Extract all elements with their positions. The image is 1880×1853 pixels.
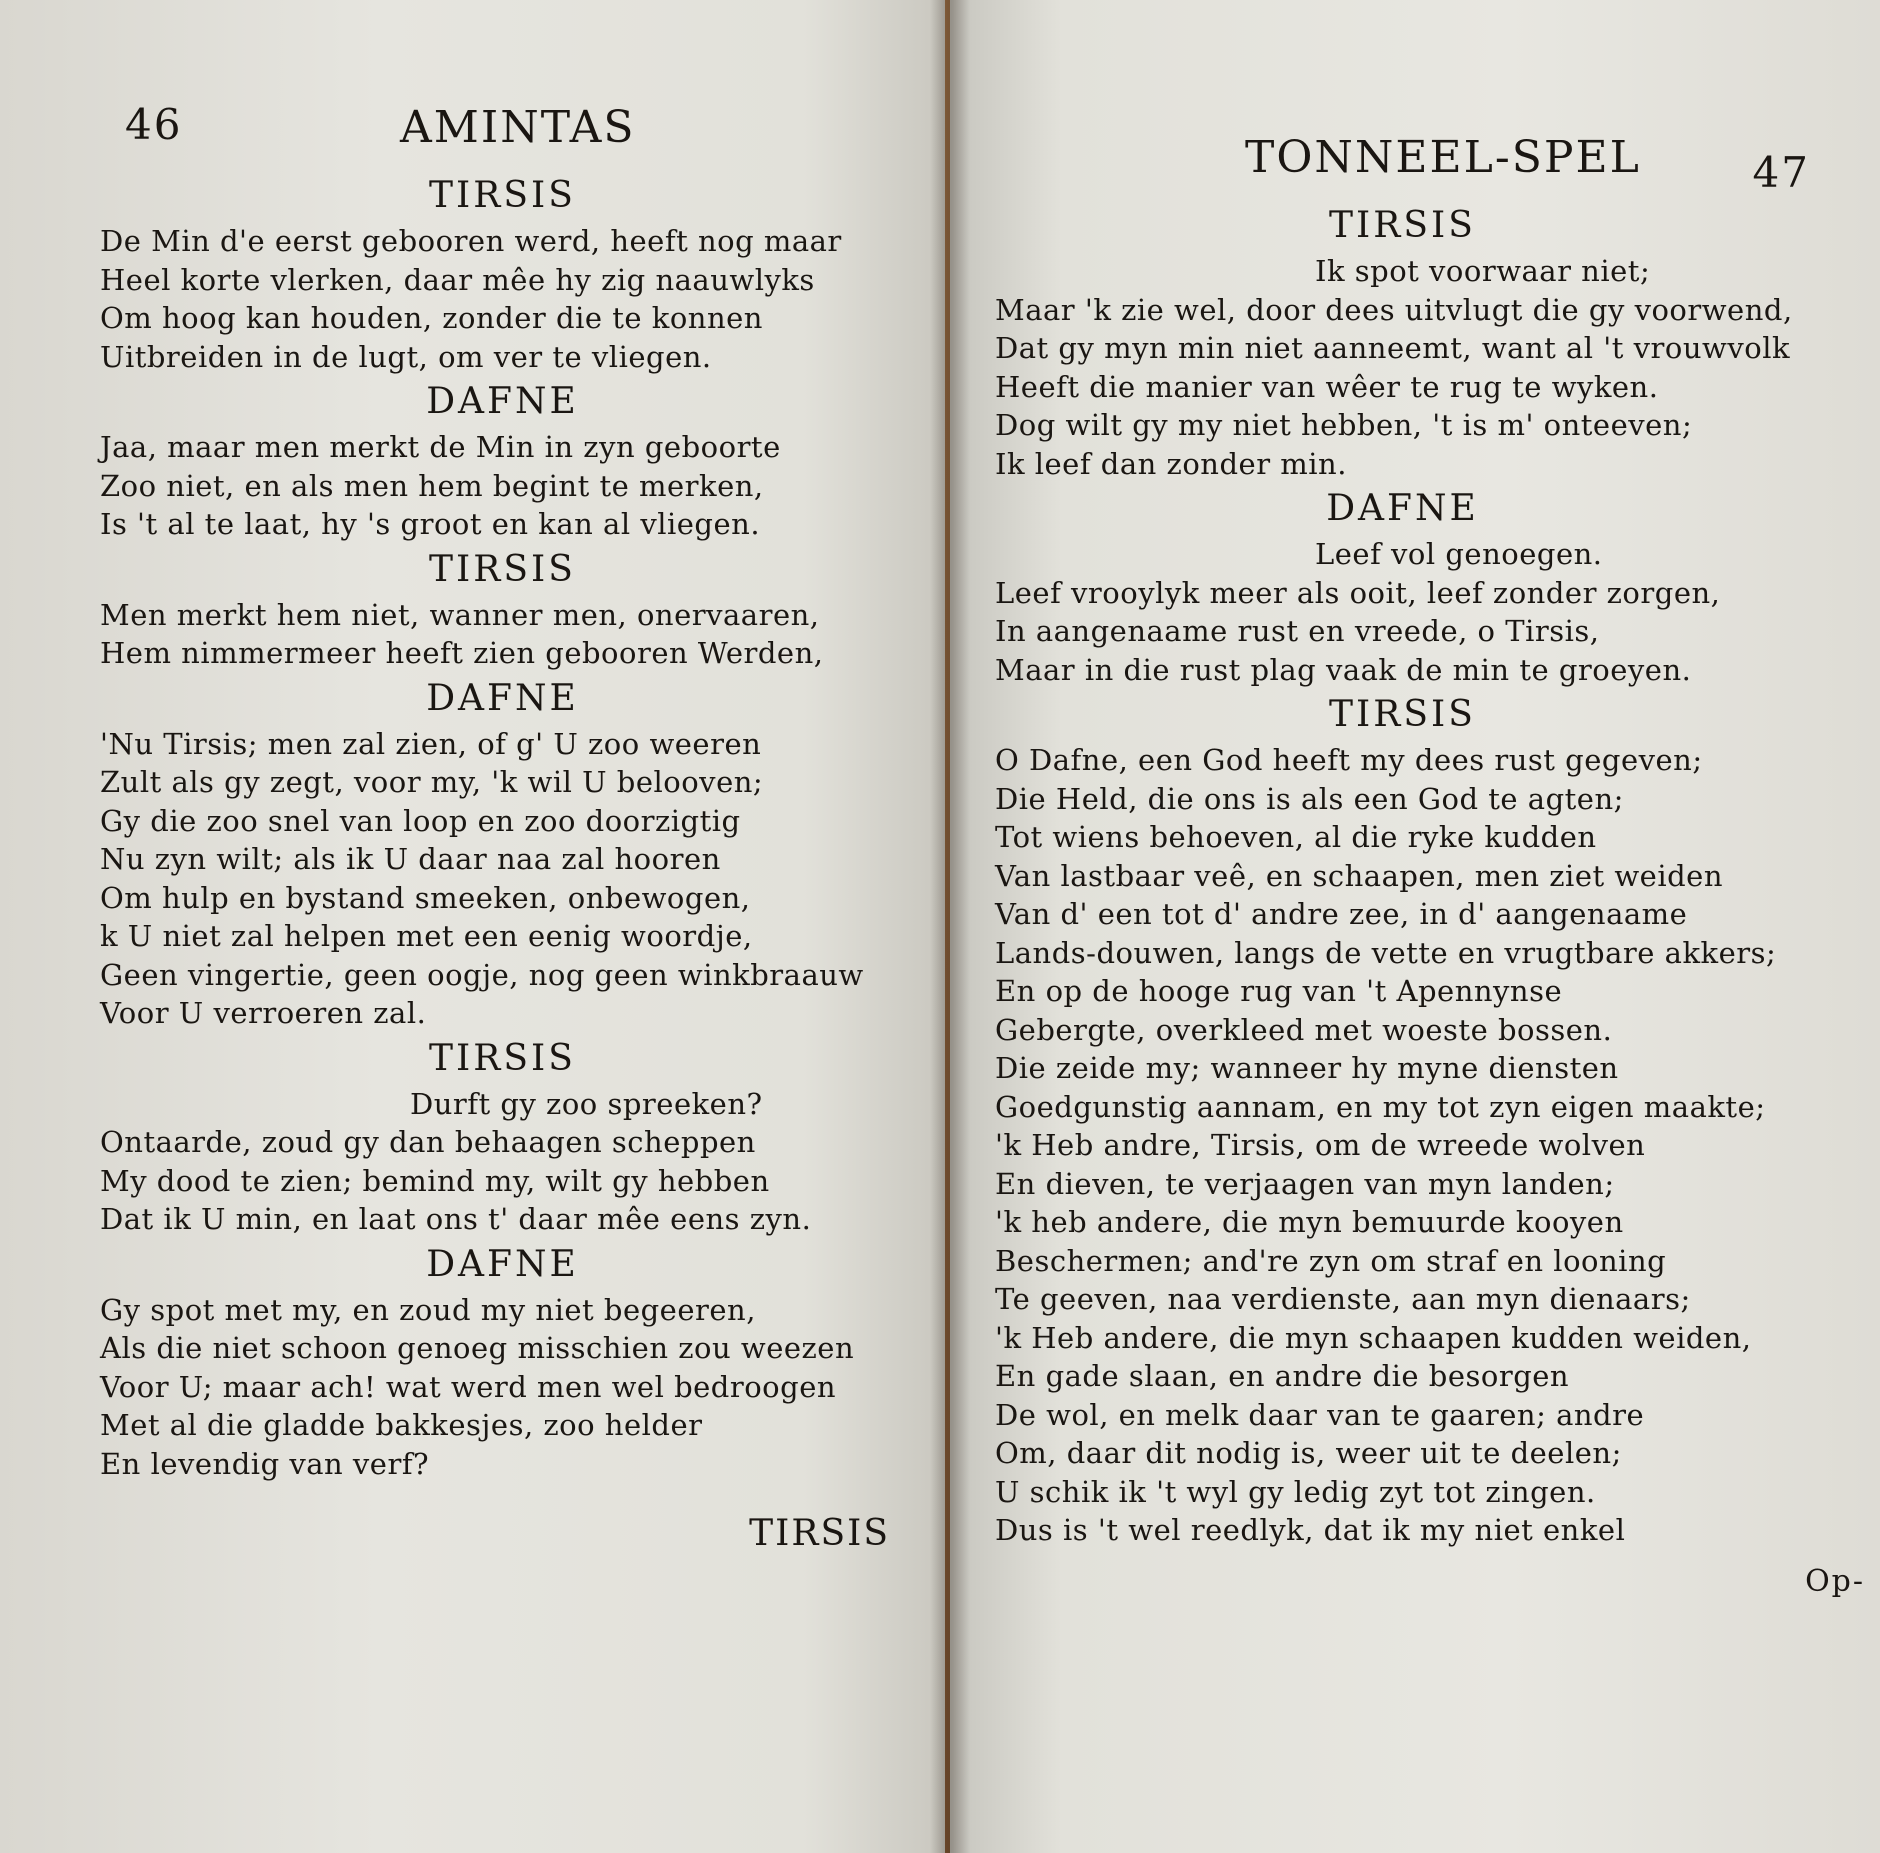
verse-line: In aangenaame rust en vreede, o Tirsis, — [995, 614, 1600, 648]
verse-line: Gebergte, overkleed met woeste bossen. — [995, 1012, 1613, 1047]
speaker-name: DAFNE — [426, 1243, 579, 1285]
verse-line: O Dafne, een God heeft my dees rust gegeven; — [995, 743, 1703, 777]
speaker-name: TIRSIS — [429, 548, 576, 590]
speech-block — [100, 1037, 905, 1239]
verse-line: En op de hooge rug van 't Apennynse — [995, 974, 1563, 1008]
speaker-name: TIRSIS — [429, 1037, 576, 1079]
speech-block — [995, 204, 1810, 483]
verse-line: 'Nu Tirsis; men zal zien, of g' U zoo weeren — [100, 726, 762, 761]
speech-block — [100, 174, 905, 376]
verse-line: Is 't al te laat, hy 's groot en kan al vliegen. — [100, 507, 761, 541]
verse-line: En levendig van verf? — [100, 1446, 430, 1481]
running-head-left — [100, 100, 905, 170]
verse-line: Om hoog kan houden, zonder die te konnen — [100, 301, 763, 335]
verse-line: Goedgunstig aannam, en my tot zyn eigen maakte; — [995, 1089, 1766, 1124]
verse-line: Geen vingertie, geen oogje, nog geen winkbraauw — [100, 957, 864, 992]
verse-line: Voor U verroeren zal. — [100, 996, 427, 1030]
catchword-left: TIRSIS — [749, 1513, 890, 1554]
verse-line: Beschermen; and're zyn om straf en looning — [995, 1243, 1667, 1278]
verse-line: Gy die zoo snel van loop en zoo doorzigtig — [100, 803, 741, 838]
verse-line: Dat ik U min, en laat ons t' daar mêe eens zyn. — [100, 1202, 812, 1236]
verse-line: Van lastbaar veê, en schaapen, men ziet weiden — [995, 858, 1724, 893]
verse-line: 'k Heb andere, die myn schaapen kudden weiden, — [995, 1320, 1752, 1355]
speech-block — [995, 693, 1810, 1550]
verse-line: Jaa, maar men merkt de Min in zyn geboorte — [100, 430, 781, 464]
verse-line: Zoo niet, en als men hem begint te merken, — [100, 468, 764, 503]
speech-block — [100, 1243, 905, 1484]
verse-line: Ik leef dan zonder min. — [995, 446, 1347, 481]
running-title-right: TONNEEL-SPEL — [1245, 132, 1641, 183]
verse-line: Leef vrooylyk meer als ooit, leef zonder zorgen, — [995, 575, 1721, 610]
verse-line: Met al die gladde bakkesjes, zoo helder — [100, 1408, 703, 1442]
running-title-left: AMINTAS — [400, 102, 636, 153]
verse-line: Als die niet schoon genoeg misschien zou weezen — [100, 1331, 855, 1365]
verse-line: Dus is 't wel reedlyk, dat ik my niet enkel — [995, 1513, 1626, 1547]
verse-line: 'k heb andere, die myn bemuurde kooyen — [995, 1205, 1624, 1239]
verse-line: k U niet zal helpen met een eenig woordje, — [100, 919, 753, 953]
verse-line: En gade slaan, en andre die besorgen — [995, 1359, 1570, 1393]
verse-line: Tot wiens behoeven, al die ryke kudden — [995, 820, 1597, 854]
speech-block — [100, 548, 905, 673]
verse-line: Durft gy zoo spreeken? — [410, 1086, 763, 1121]
speaker-name: DAFNE — [1326, 488, 1479, 529]
catchword-right: Op- — [1805, 1563, 1865, 1599]
verse-line: De wol, en melk daar van te gaaren; andre — [995, 1397, 1645, 1432]
speech-block — [100, 677, 905, 1033]
verse-line: Lands-douwen, langs de vette en vrugtbare akkers; — [995, 935, 1777, 970]
verse-line: Dat gy myn min niet aanneemt, want al 't vrouwvolk — [995, 331, 1791, 365]
speech-block — [995, 487, 1810, 689]
verse-line: Te geeven, naa verdienste, aan myn dienaars; — [995, 1282, 1691, 1316]
running-head-right — [995, 130, 1810, 200]
speaker-name: TIRSIS — [1329, 205, 1476, 246]
speaker-name: DAFNE — [426, 677, 579, 719]
verse-line: My dood te zien; bemind my, wilt gy hebben — [100, 1163, 770, 1198]
speaker-name: DAFNE — [426, 381, 579, 422]
verse-line: Ontaarde, zoud gy dan behaagen scheppen — [100, 1125, 756, 1159]
verse-line: Van d' een tot d' andre zee, in d' aangenaame — [995, 897, 1688, 931]
verse-line: Maar 'k zie wel, door dees uitvlugt die gy voorwend, — [995, 292, 1793, 327]
verse-line: Ik spot voorwaar niet; — [1315, 254, 1651, 288]
verse-line: Heeft die manier van wêer te rug te wyken. — [995, 369, 1659, 404]
verse-line: En dieven, te verjaagen van myn landen; — [995, 1166, 1615, 1201]
verse-line: Die zeide my; wanneer hy myne diensten — [995, 1051, 1619, 1085]
verse-line: Nu zyn wilt; als ik U daar naa zal hooren — [100, 842, 721, 876]
verse-line: Zult als gy zegt, voor my, 'k wil U belooven; — [100, 765, 764, 799]
verse-line: Dog wilt gy my niet hebben, 't is m' onteeven; — [995, 408, 1693, 442]
speaker-name: TIRSIS — [1329, 694, 1476, 735]
verse-line: Om hulp en bystand smeeken, onbewogen, — [100, 880, 751, 915]
verse-line: Om, daar dit nodig is, weer uit te deelen; — [995, 1436, 1622, 1470]
book-gutter — [930, 0, 970, 1853]
right-page-text — [995, 204, 1810, 1550]
verse-line: Hem nimmermeer heeft zien gebooren Werden, — [100, 636, 824, 670]
left-page-text — [100, 174, 905, 1483]
verse-line: Men merkt hem niet, wanner men, onervaaren, — [100, 597, 820, 632]
page-number-right: 47 — [1752, 148, 1810, 197]
verse-line: Maar in die rust plag vaak de min te groeyen. — [995, 652, 1692, 687]
right-page — [950, 0, 1880, 1853]
verse-line: De Min d'e eerst gebooren werd, heeft nog maar — [100, 224, 842, 258]
verse-line: 'k Heb andre, Tirsis, om de wreede wolven — [995, 1128, 1646, 1162]
verse-line: Voor U; maar ach! wat werd men wel bedroogen — [100, 1369, 837, 1404]
speech-block — [100, 380, 905, 544]
speaker-name: TIRSIS — [429, 175, 576, 216]
verse-line: Leef vol genoegen. — [1315, 537, 1603, 571]
verse-line: U schik ik 't wyl gy ledig zyt tot zingen. — [995, 1474, 1596, 1509]
verse-line: Gy spot met my, en zoud my niet begeeren, — [100, 1292, 756, 1327]
verse-line: Uitbreiden in de lugt, om ver te vliegen. — [100, 339, 712, 374]
verse-line: Die Held, die ons is als een God te agten; — [995, 781, 1624, 816]
page-number-left: 46 — [125, 100, 183, 149]
verse-line: Heel korte vlerken, daar mêe hy zig naauwlyks — [100, 262, 815, 297]
